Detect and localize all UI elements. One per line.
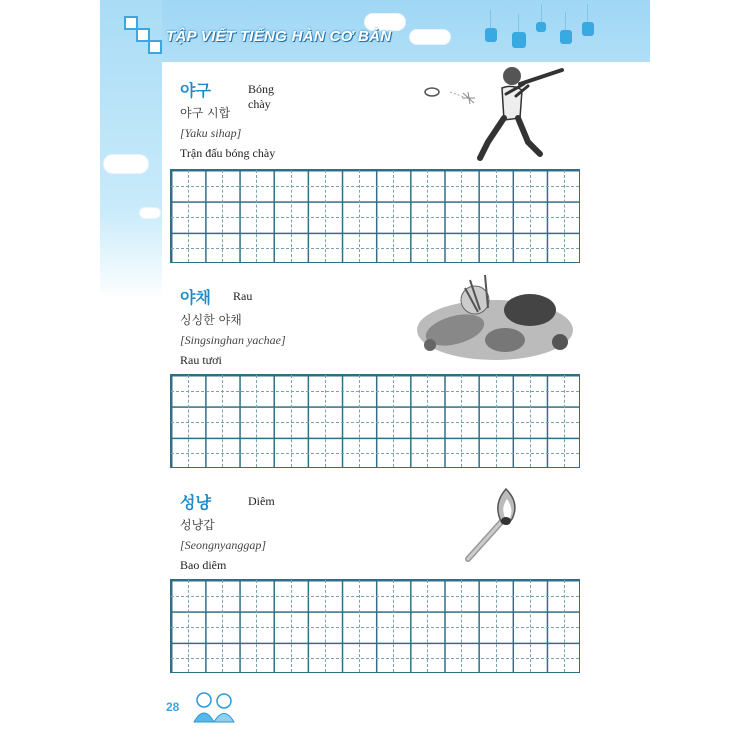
lantern-icon [512, 32, 526, 48]
grid-guide-line [171, 658, 579, 659]
word-meaning: Rau [233, 289, 253, 303]
grid-guide-line [171, 217, 579, 218]
example-phrase: 성냥갑 [180, 518, 215, 532]
grid-guide-line [171, 627, 579, 628]
translation: Trận đấu bóng chày [180, 146, 276, 160]
page-title: TẬP VIẾT TIẾNG HÀN CƠ BẢN [166, 28, 392, 45]
grid-guide-line [171, 422, 579, 423]
vegetables-icon [410, 270, 578, 370]
writing-grid[interactable] [170, 374, 580, 468]
translation: Bao diêm [180, 558, 227, 572]
example-phrase: 싱싱한 야채 [180, 313, 242, 327]
korean-word: 성냥 [180, 493, 211, 512]
korean-word: 야채 [180, 288, 211, 307]
vocab-entry [180, 490, 275, 573]
grid-guide-line [171, 391, 579, 392]
page-number: 28 [166, 700, 180, 714]
lantern-icon [560, 30, 572, 44]
lantern-icon [485, 28, 497, 42]
word-meaning: Diêm [248, 494, 275, 508]
romanization: [Seongnyanggap] [180, 538, 266, 552]
lantern-icon [536, 22, 546, 32]
children-mascot-icon [190, 690, 238, 724]
romanization: [Singsinghan yachae] [180, 333, 286, 347]
cloud-icon [104, 155, 148, 173]
grid-guide-line [171, 596, 579, 597]
cloud-icon [410, 30, 450, 44]
romanization: [Yaku sihap] [180, 126, 242, 140]
lantern-icon [582, 22, 594, 36]
korean-word: 야구 [180, 81, 211, 100]
grid-guide-line [171, 186, 579, 187]
writing-grid[interactable] [170, 169, 580, 263]
writing-grid[interactable] [170, 579, 580, 673]
vocab-entry [180, 285, 286, 368]
ornament-square [148, 40, 162, 54]
example-phrase: 야구 시합 [180, 106, 231, 120]
baseball-player-icon [420, 62, 570, 166]
word-meaning: Bóng chày [248, 82, 275, 111]
grid-guide-line [171, 248, 579, 249]
match-icon [460, 485, 530, 565]
translation: Rau tươi [180, 353, 222, 367]
grid-guide-line [171, 453, 579, 454]
cloud-icon [140, 208, 160, 218]
vocab-entry [180, 78, 275, 161]
